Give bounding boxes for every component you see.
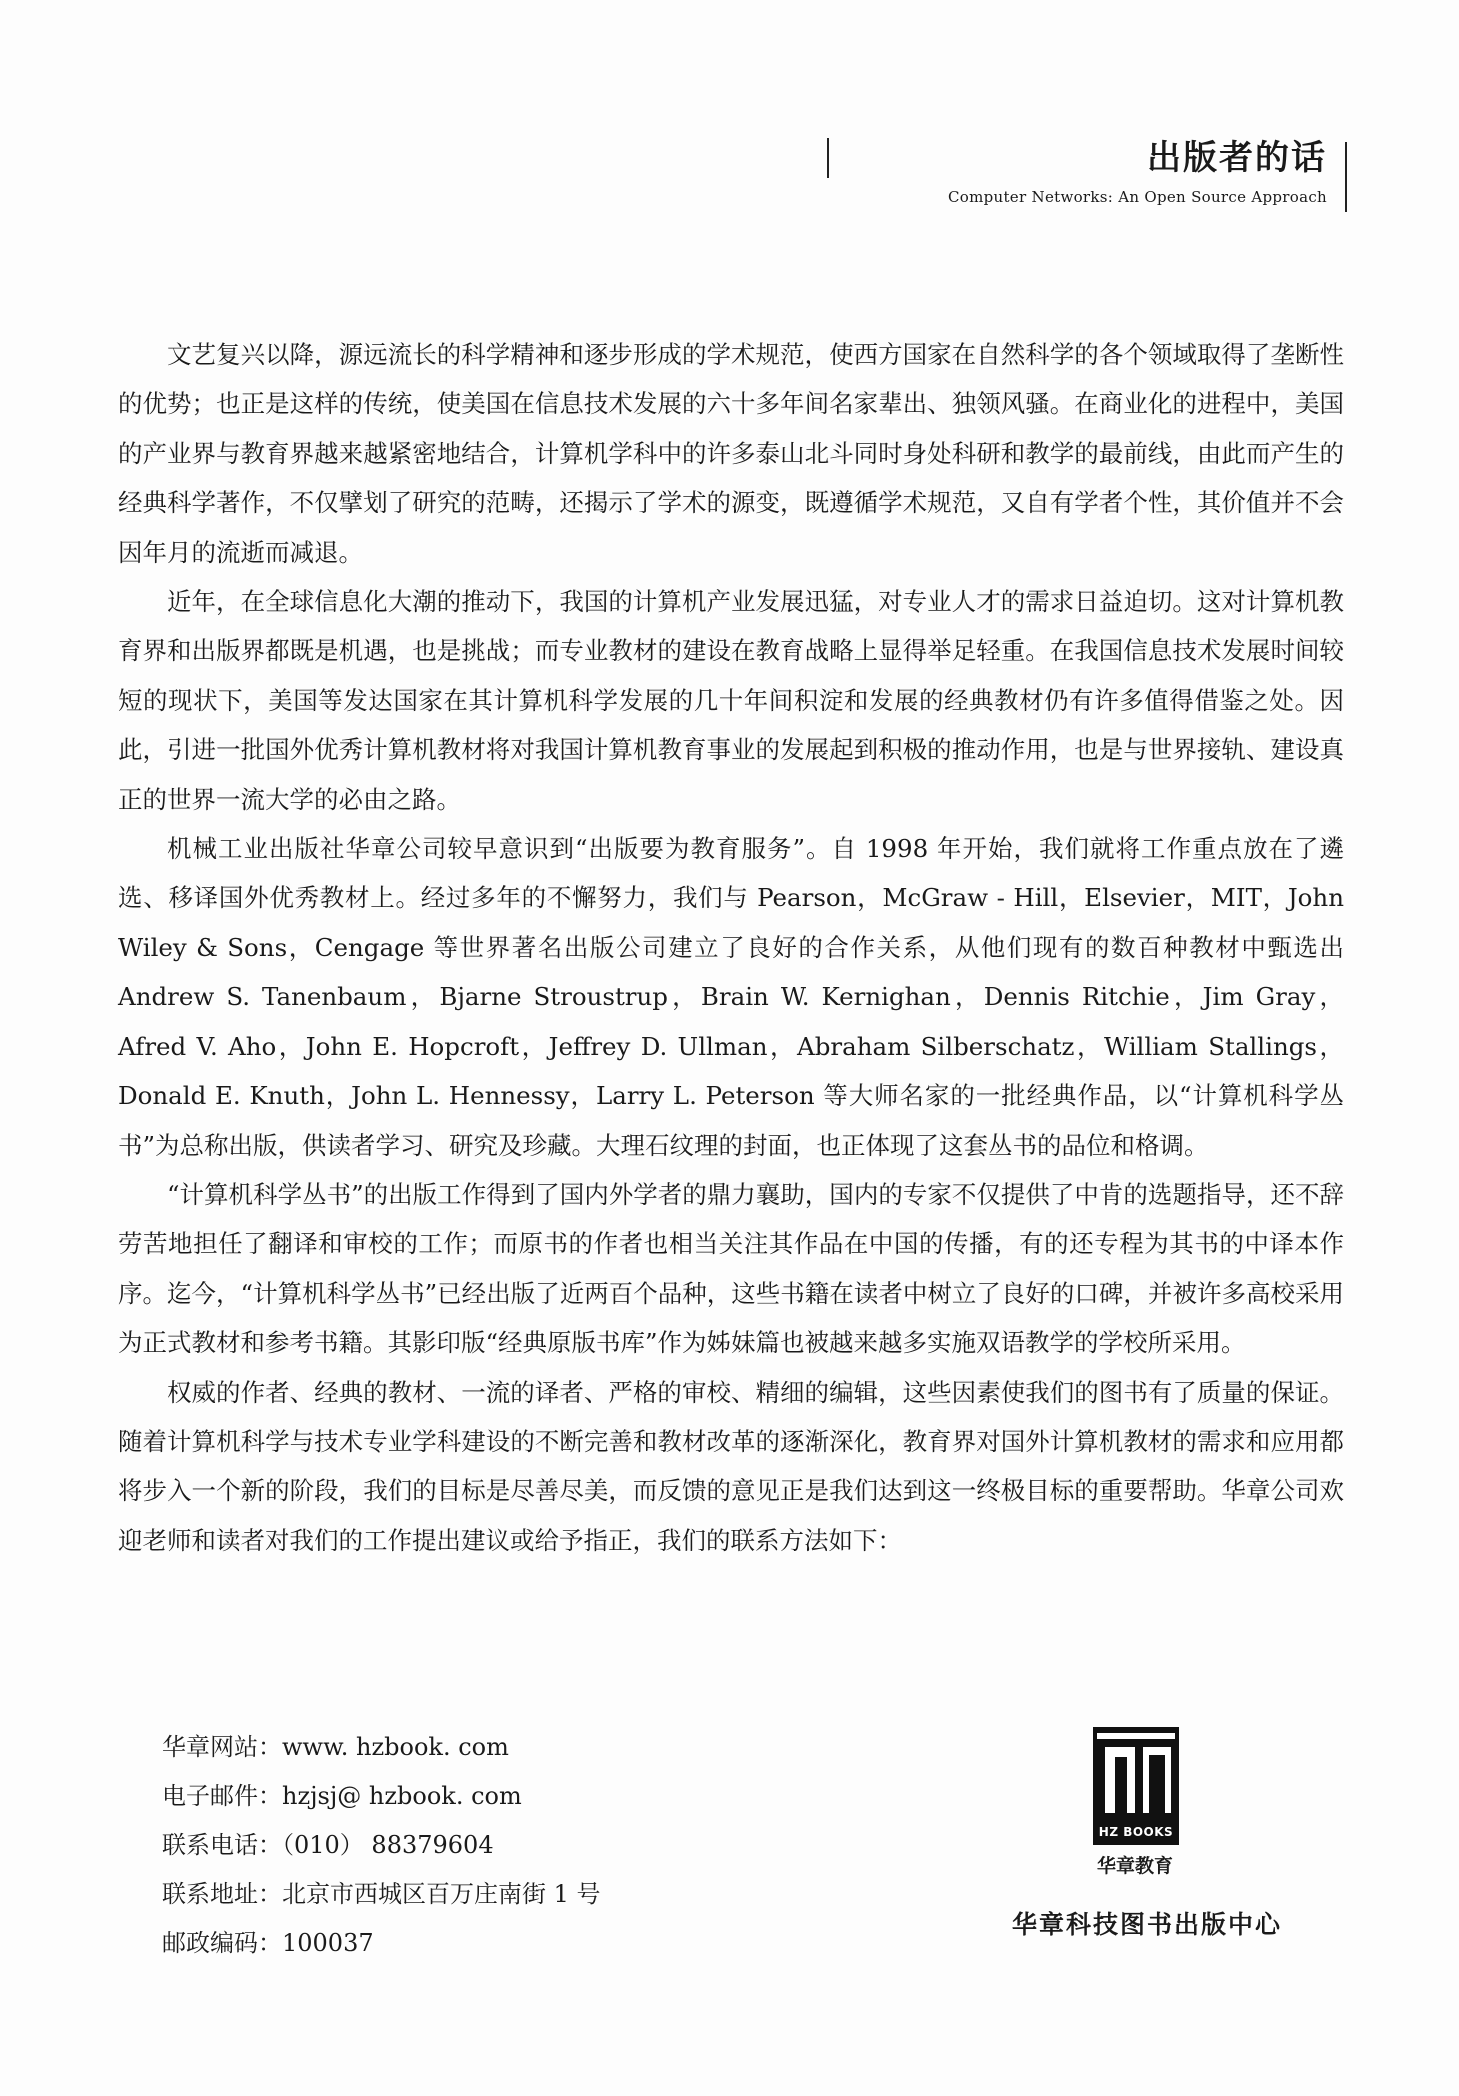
header-left-rule (827, 138, 829, 178)
paragraph: 文艺复兴以降，源远流长的科学精神和逐步形成的学术规范，使西方国家在自然科学的各个领域取得了垄断性的优势；也正是这样的传统，使美国在信息技术发展的六十多年间名家辈出、独领风骚。在商业化的进程中，美国的产业界与教育界越来越紧密地结合，计算机学科中的许多泰山北斗同时身处科研和教学的最前线，由此而产生的经典科学著作，不仅擘划了研究的范畴，还揭示了学术的源变，既遵循学术规范，又自有学者个性，其价值并不会因年月的流逝而减退。 (118, 340, 1344, 567)
hz-books-logo-icon (1093, 1727, 1179, 1845)
logo-text: HZ BOOKS (1098, 1825, 1174, 1839)
contact-website: 华章网站：www. hzbook. com (162, 1733, 509, 1761)
paragraph: 机械工业出版社华章公司较早意识到“出版要为教育服务”。自 1998 年开始，我们就将工作重点放在了遴选、移译国外优秀教材上。经过多年的不懈努力，我们与 Pearson，McGraw - Hill，Elsevier，MIT，John Wiley & Sons，Cengage 等世界著名出版公司建立了良好的合作关系，从他们现有的数百种教材中甄选出 Andrew S. Tanenbaum，Bjarne Stroustrup，Brain W. Kernighan，Dennis Ritchie，Jim Gray，Afred V. Aho，John E. Hopcroft，Jeffrey D. Ullman，Abraham Silberschatz，William Stallings，Donald E. Knuth，John L. Hennessy，Larry L. Peterson 等大师名家的一批经典作品，以“计算机科学丛书”为总称出版，供读者学习、研究及珍藏。大理石纹理的封面，也正体现了这套丛书的品位和格调。 (118, 834, 1344, 1160)
paragraph: 近年，在全球信息化大潮的推动下，我国的计算机产业发展迅猛，对专业人才的需求日益迫切。这对计算机教育界和出版界都既是机遇，也是挑战；而专业教材的建设在教育战略上显得举足轻重。在我国信息技术发展时间较短的现状下，美国等发达国家在其计算机科学发展的几十年间积淀和发展的经典教材仍有许多值得借鉴之处。因此，引进一批国外优秀计算机教材将对我国计算机教育事业的发展起到积极的推动作用，也是与世界接轨、建设真正的世界一流大学的必由之路。 (118, 587, 1344, 814)
page-title: 出版者的话 (1147, 138, 1327, 178)
contact-email: 电子邮件：hzjsj@ hzbook. com (162, 1782, 522, 1810)
page-subtitle: Computer Networks: An Open Source Approach (947, 188, 1327, 206)
contact-phone: 联系电话：（010） 88379604 (162, 1831, 494, 1859)
contact-address: 联系地址：北京市西城区百万庄南街 1 号 (162, 1880, 601, 1908)
paragraph: “计算机科学丛书”的出版工作得到了国内外学者的鼎力襄助，国内的专家不仅提供了中肯的选题指导，还不辞劳苦地担任了翻译和审校的工作；而原书的作者也相当关注其作品在中国的传播，有的还专程为其书的中译本作序。迄今，“计算机科学丛书”已经出版了近两百个品种，这些书籍在读者中树立了良好的口碑，并被许多高校采用为正式教材和参考书籍。其影印版“经典原版书库”作为姊妹篇也被越来越多实施双语教学的学校所采用。 (118, 1179, 1344, 1358)
publisher-center: 华章科技图书出版中心 (1012, 1910, 1283, 1939)
body-text (118, 330, 1344, 1565)
header-right-rule (1345, 142, 1347, 212)
page-header (827, 132, 1347, 212)
paragraph: 权威的作者、经典的教材、一流的译者、严格的审校、精细的编辑，这些因素使我们的图书有了质量的保证。随着计算机科学与技术专业学科建设的不断完善和教材改革的逐渐深化，教育界对国外计算机教材的需求和应用都将步入一个新的阶段，我们的目标是尽善尽美，而反馈的意见正是我们达到这一终极目标的重要帮助。华章公司欢迎老师和读者对我们的工作提出建议或给予指正，我们的联系方法如下： (118, 1377, 1344, 1555)
logo-caption: 华章教育 (1096, 1855, 1173, 1877)
contact-postcode: 邮政编码：100037 (162, 1929, 374, 1957)
publisher-logo (1093, 1727, 1183, 1878)
contact-info (162, 1723, 601, 1968)
